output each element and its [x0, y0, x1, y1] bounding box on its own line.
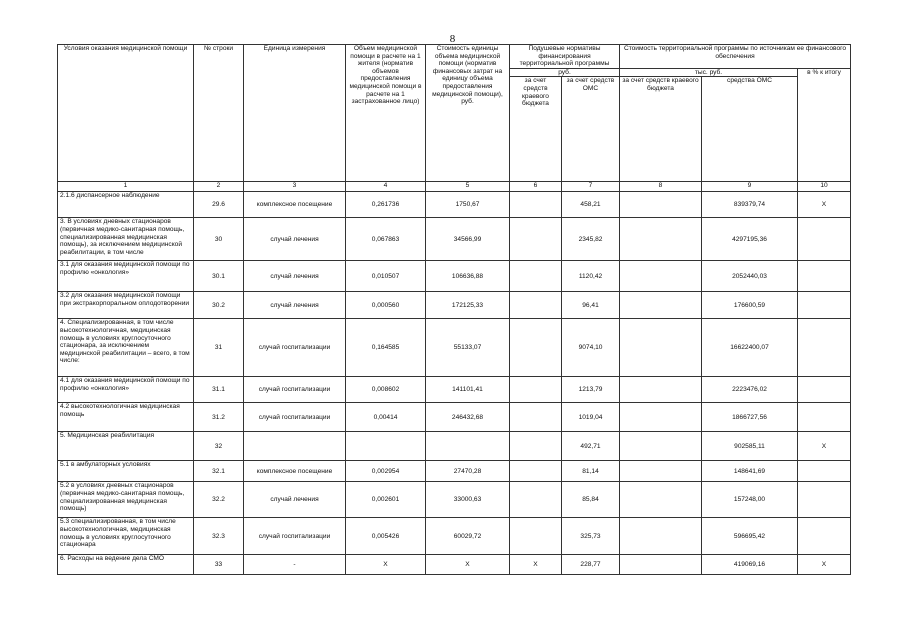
cell-volume: 0,002601: [346, 482, 426, 518]
table-row: [58, 461, 851, 482]
cell-total-pct: [798, 518, 851, 555]
column-number: 5: [426, 182, 510, 192]
cell-condition: 4.2 высокотехнологичная медицинская помощь: [58, 403, 194, 432]
header-conditions: Условия оказания медицинской помощи: [58, 45, 194, 182]
cell-per-capita-regional: [510, 218, 562, 261]
cell-cost: 33000,63: [426, 482, 510, 518]
header-total: Стоимость территориальной программы по источникам ее финансового обеспечения: [620, 45, 851, 69]
cell-unit: комплексное посещение: [244, 192, 346, 218]
header-row-no: № строки: [194, 45, 244, 182]
table-row: [58, 482, 851, 518]
cell-row-no: 29.6: [194, 192, 244, 218]
cell-row-no: 31: [194, 319, 244, 377]
cell-volume: 0,164585: [346, 319, 426, 377]
header-per-capita-oms: за счет средств ОМС: [562, 77, 620, 182]
table-row: [58, 218, 851, 261]
cell-row-no: 30.2: [194, 292, 244, 319]
header-cost: Стоимость единицы объема медицинской помощи (норматив финансовых затрат на единицу объема предоставления медицинской помощи), руб.: [426, 45, 510, 182]
cell-cost: 106636,88: [426, 261, 510, 292]
cell-cost: 34566,99: [426, 218, 510, 261]
cell-volume: 0,000560: [346, 292, 426, 319]
cell-per-capita-regional: X: [510, 555, 562, 575]
column-number: 4: [346, 182, 426, 192]
cell-cost: 1750,67: [426, 192, 510, 218]
cell-total-pct: X: [798, 555, 851, 575]
cell-unit: случай госпитализации: [244, 403, 346, 432]
header-total-regional: за счет средств краевого бюджета: [620, 77, 702, 182]
cell-condition: 2.1.6 диспансерное наблюдение: [58, 192, 194, 218]
cell-total-regional: [620, 218, 702, 261]
cell-volume: [346, 432, 426, 461]
cell-per-capita-oms: 9074,10: [562, 319, 620, 377]
column-number: 3: [244, 182, 346, 192]
cell-unit: комплексное посещение: [244, 461, 346, 482]
cell-per-capita-oms: 325,73: [562, 518, 620, 555]
cell-unit: случай госпитализации: [244, 377, 346, 403]
cell-condition: 6. Расходы на ведение дела СМО: [58, 555, 194, 575]
cell-total-pct: [798, 292, 851, 319]
cell-unit: случай госпитализации: [244, 518, 346, 555]
cell-cost: [426, 432, 510, 461]
cell-per-capita-oms: 1120,42: [562, 261, 620, 292]
cell-condition: 5. Медицинская реабилитация: [58, 432, 194, 461]
cell-per-capita-regional: [510, 192, 562, 218]
header-total-unit: тыс. руб.: [620, 68, 798, 77]
cell-total-pct: X: [798, 432, 851, 461]
table-row: [58, 555, 851, 575]
cell-unit: случай лечения: [244, 482, 346, 518]
cell-unit: случай лечения: [244, 292, 346, 319]
cell-total-oms: 1866727,56: [702, 403, 798, 432]
cell-row-no: 31.2: [194, 403, 244, 432]
cell-per-capita-regional: [510, 461, 562, 482]
cell-condition: 5.1 в амбулаторных условиях: [58, 461, 194, 482]
cell-total-pct: [798, 377, 851, 403]
financing-table: [57, 44, 851, 575]
header-volume: Объем медицинской помощи в расчете на 1 жителя (норматив объемов предоставления медицинской помощи в расчете на 1 застрахованное лицо): [346, 45, 426, 182]
cell-volume: 0,002954: [346, 461, 426, 482]
cell-total-regional: [620, 192, 702, 218]
cell-total-regional: [620, 518, 702, 555]
cell-total-regional: [620, 319, 702, 377]
cell-row-no: 32.3: [194, 518, 244, 555]
cell-unit: -: [244, 555, 346, 575]
cell-total-oms: 157248,00: [702, 482, 798, 518]
cell-cost: 246432,68: [426, 403, 510, 432]
cell-total-pct: X: [798, 192, 851, 218]
cell-cost: 172125,33: [426, 292, 510, 319]
column-numbers-row: [58, 182, 851, 192]
cell-unit: случай лечения: [244, 261, 346, 292]
cell-volume: X: [346, 555, 426, 575]
column-number: 1: [58, 182, 194, 192]
header-total-oms: средства ОМС: [702, 77, 798, 182]
cell-per-capita-oms: 492,71: [562, 432, 620, 461]
table-row: [58, 403, 851, 432]
cell-condition: 4. Специализированная, в том числе высокотехнологичная, медицинская помощь в условиях круглосуточного стационара, за исключением медицинской реабилитации – всего, в том числе:: [58, 319, 194, 377]
cell-total-oms: 2052440,03: [702, 261, 798, 292]
cell-total-oms: 16622400,07: [702, 319, 798, 377]
cell-total-pct: [798, 461, 851, 482]
cell-total-regional: [620, 292, 702, 319]
cell-per-capita-regional: [510, 261, 562, 292]
cell-total-pct: [798, 261, 851, 292]
cell-unit: [244, 432, 346, 461]
table-row: [58, 192, 851, 218]
column-number: 10: [798, 182, 851, 192]
cell-per-capita-oms: 2345,82: [562, 218, 620, 261]
cell-cost: 141101,41: [426, 377, 510, 403]
cell-condition: 3. В условиях дневных стационаров (первичная медико-санитарная помощь, специализированная медицинская помощь), за исключением медицинской реабилитации, в том числе: [58, 218, 194, 261]
column-number: 7: [562, 182, 620, 192]
cell-total-pct: [798, 403, 851, 432]
cell-row-no: 33: [194, 555, 244, 575]
cell-total-oms: 839379,74: [702, 192, 798, 218]
cell-condition: 5.2 в условиях дневных стационаров (первичная медико-санитарная помощь, специализированная медицинская помощь): [58, 482, 194, 518]
cell-condition: 3.1 для оказания медицинской помощи по профилю «онкология»: [58, 261, 194, 292]
cell-total-pct: [798, 218, 851, 261]
cell-row-no: 30: [194, 218, 244, 261]
cell-total-regional: [620, 461, 702, 482]
cell-per-capita-regional: [510, 292, 562, 319]
cell-volume: 0,005426: [346, 518, 426, 555]
cell-per-capita-oms: 1213,79: [562, 377, 620, 403]
cell-total-oms: 176600,59: [702, 292, 798, 319]
cell-per-capita-regional: [510, 482, 562, 518]
table-row: [58, 261, 851, 292]
column-number: 6: [510, 182, 562, 192]
cell-per-capita-regional: [510, 403, 562, 432]
cell-cost: 27470,28: [426, 461, 510, 482]
cell-row-no: 32.1: [194, 461, 244, 482]
column-number: 9: [702, 182, 798, 192]
cell-per-capita-oms: 96,41: [562, 292, 620, 319]
cell-per-capita-oms: 458,21: [562, 192, 620, 218]
cell-total-oms: 148641,69: [702, 461, 798, 482]
cell-row-no: 30.1: [194, 261, 244, 292]
table-row: [58, 319, 851, 377]
cell-cost: X: [426, 555, 510, 575]
table-row: [58, 377, 851, 403]
header-per-capita-regional: за счет средств краевого бюджета: [510, 77, 562, 182]
cell-per-capita-oms: 85,84: [562, 482, 620, 518]
cell-volume: 0,008602: [346, 377, 426, 403]
cell-per-capita-oms: 1019,04: [562, 403, 620, 432]
cell-volume: 0,00414: [346, 403, 426, 432]
cell-volume: 0,261736: [346, 192, 426, 218]
cell-total-oms: 902585,11: [702, 432, 798, 461]
cell-unit: случай госпитализации: [244, 319, 346, 377]
table-body: [58, 192, 851, 575]
cell-total-pct: [798, 319, 851, 377]
cell-volume: 0,067863: [346, 218, 426, 261]
header-total-pct: в % к итогу: [798, 68, 851, 182]
table-row: [58, 292, 851, 319]
page-number: 8: [449, 33, 456, 45]
cell-condition: 3.2 для оказания медицинской помощи при экстракорпоральном оплодотворении: [58, 292, 194, 319]
header-per-capita-unit: руб.: [510, 68, 620, 77]
cell-cost: 60029,72: [426, 518, 510, 555]
cell-total-pct: [798, 482, 851, 518]
cell-total-oms: 4297195,36: [702, 218, 798, 261]
cell-row-no: 32: [194, 432, 244, 461]
cell-row-no: 32.2: [194, 482, 244, 518]
cell-total-regional: [620, 555, 702, 575]
cell-per-capita-regional: [510, 319, 562, 377]
cell-condition: 5.3 специализированная, в том числе высокотехнологичная, медицинская помощь в условиях круглосуточного стационара: [58, 518, 194, 555]
cell-total-regional: [620, 261, 702, 292]
cell-total-regional: [620, 432, 702, 461]
table-row: [58, 518, 851, 555]
cell-condition: 4.1 для оказания медицинской помощи по профилю «онкология»: [58, 377, 194, 403]
cell-unit: случай лечения: [244, 218, 346, 261]
cell-total-regional: [620, 482, 702, 518]
cell-total-oms: 2223476,02: [702, 377, 798, 403]
table-row: [58, 432, 851, 461]
cell-per-capita-oms: 228,77: [562, 555, 620, 575]
cell-per-capita-regional: [510, 518, 562, 555]
cell-total-regional: [620, 377, 702, 403]
column-number: 8: [620, 182, 702, 192]
cell-row-no: 31.1: [194, 377, 244, 403]
cell-total-regional: [620, 403, 702, 432]
cell-per-capita-regional: [510, 377, 562, 403]
cell-total-oms: 419069,16: [702, 555, 798, 575]
cell-cost: 55133,07: [426, 319, 510, 377]
cell-per-capita-regional: [510, 432, 562, 461]
column-number: 2: [194, 182, 244, 192]
header-unit: Единица измерения: [244, 45, 346, 182]
cell-per-capita-oms: 81,14: [562, 461, 620, 482]
cell-total-oms: 596695,42: [702, 518, 798, 555]
header-per-capita: Подушевые нормативы финансирования территориальной программы: [510, 45, 620, 69]
cell-volume: 0,010507: [346, 261, 426, 292]
